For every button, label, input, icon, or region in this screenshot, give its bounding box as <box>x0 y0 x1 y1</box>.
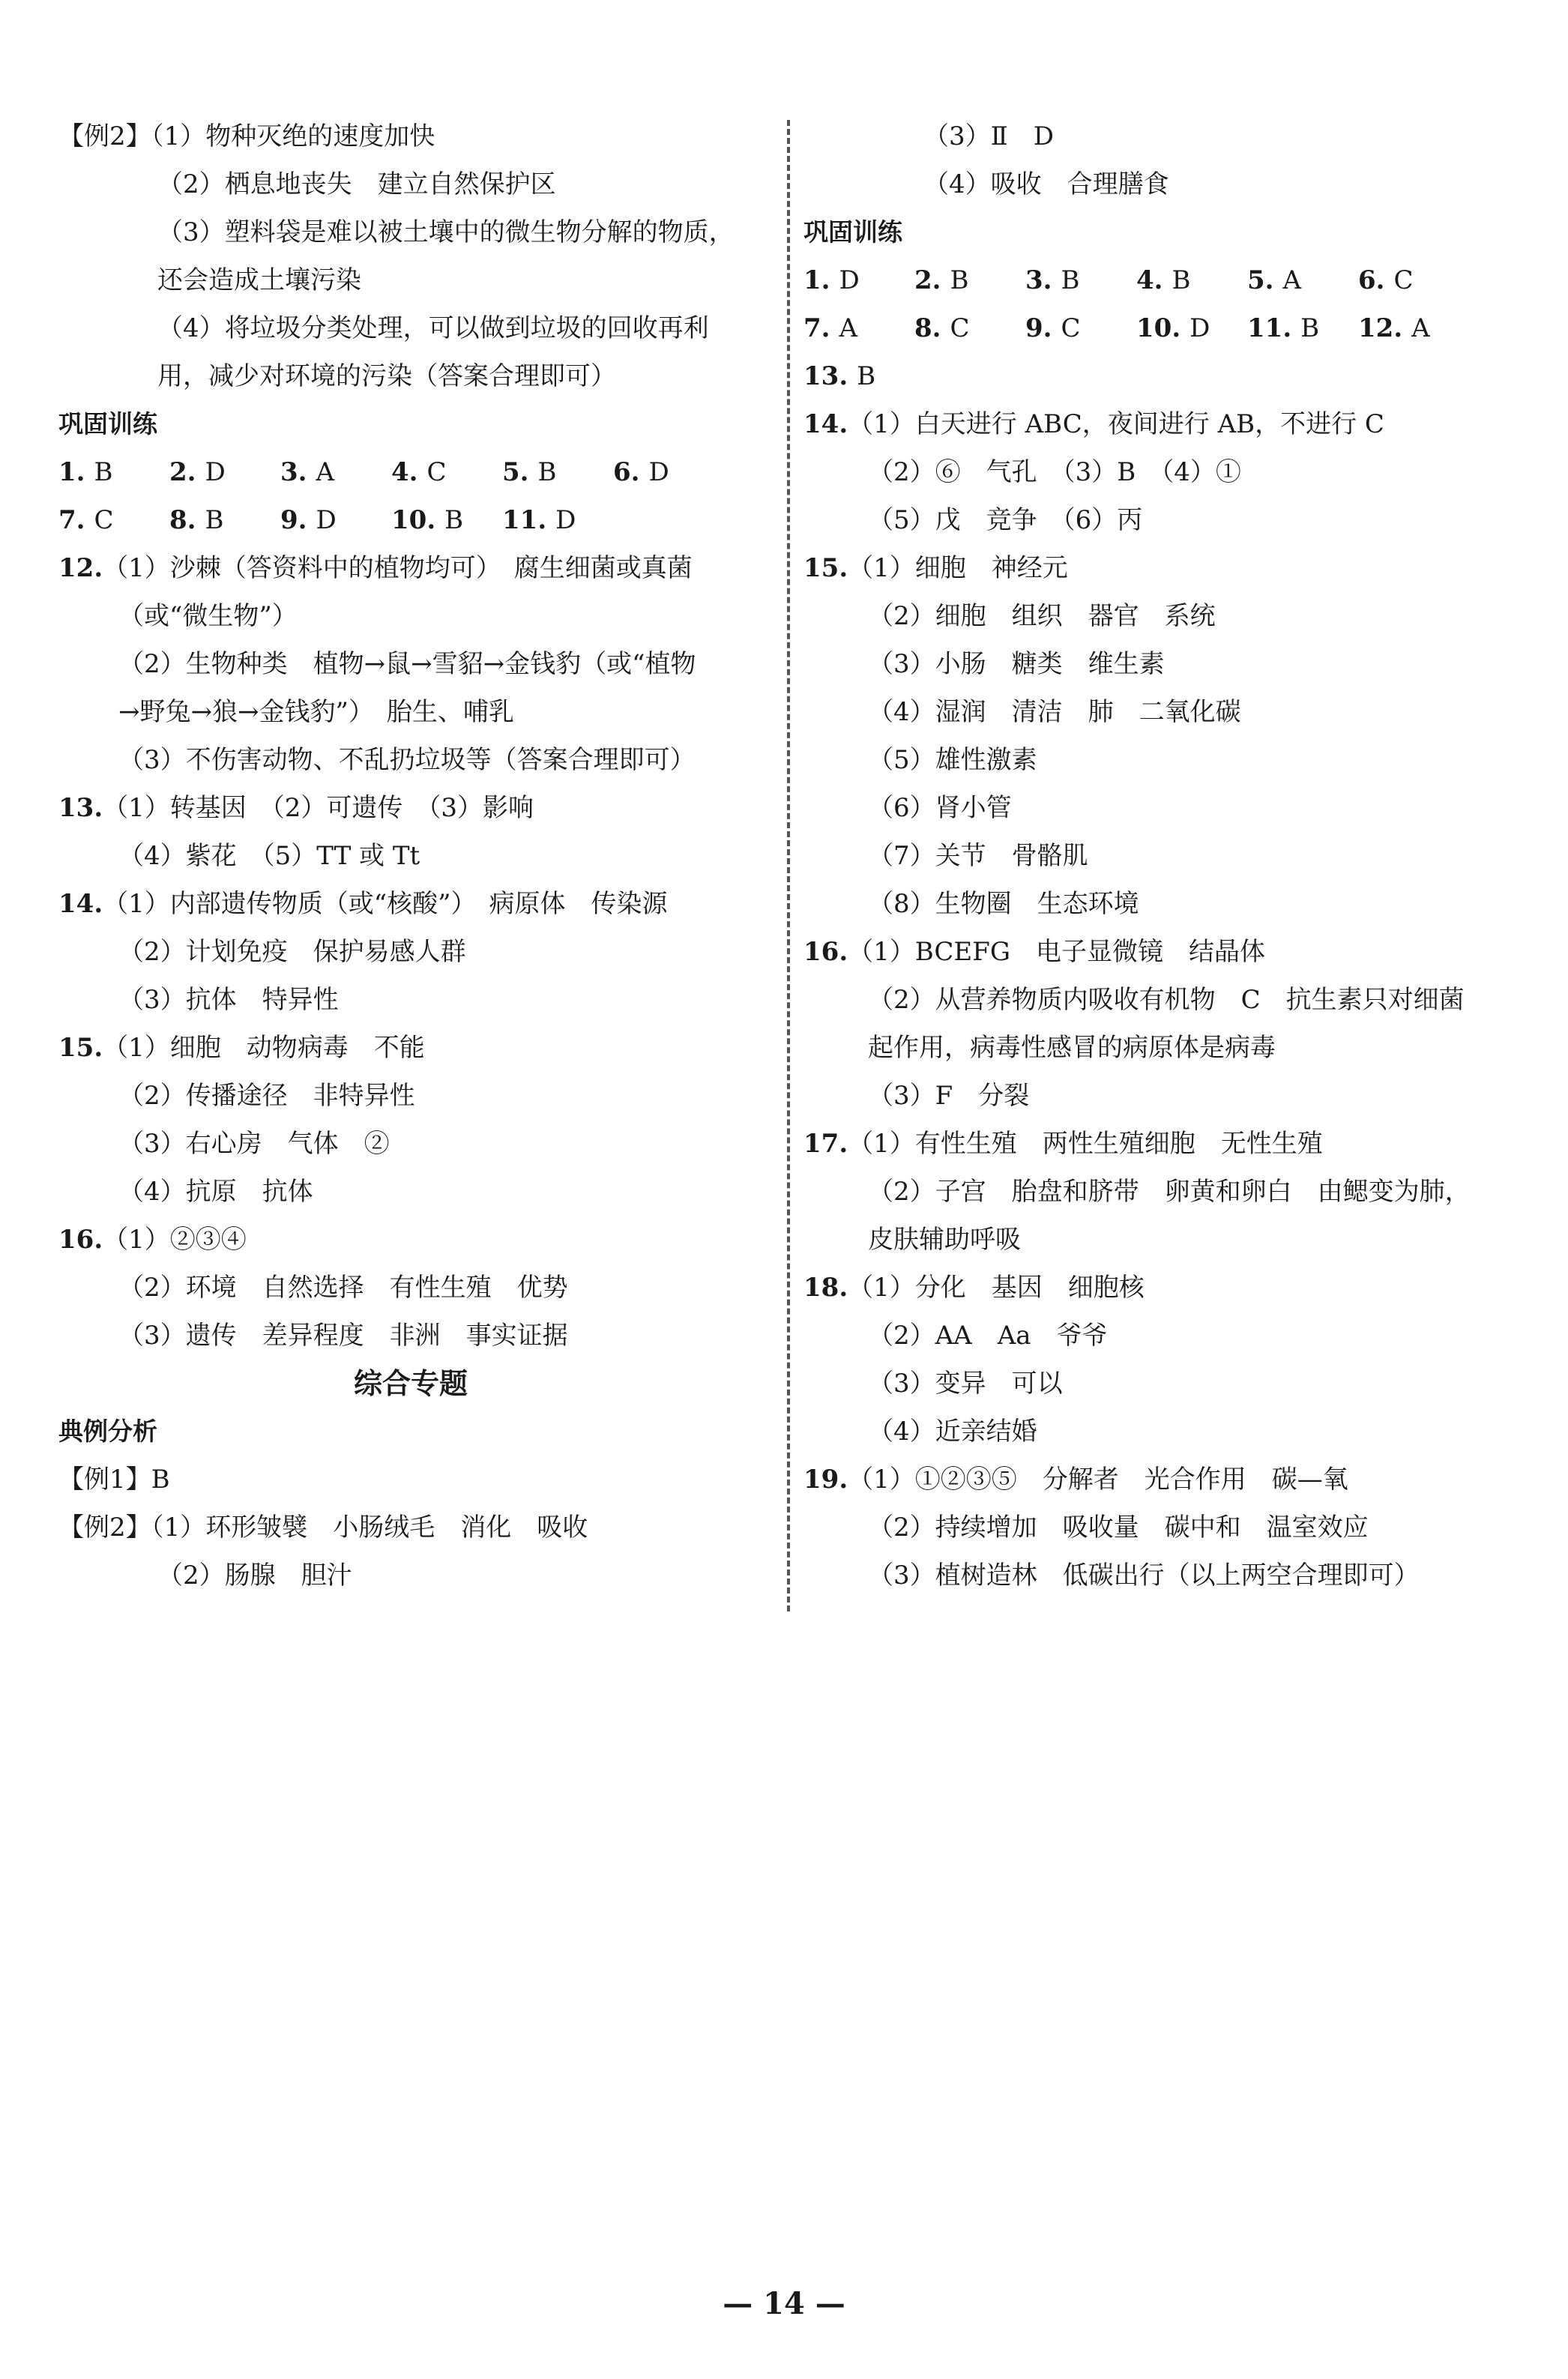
answer-line: →野兔→狼→金钱豹”） 胎生、哺乳 <box>118 697 514 727</box>
question-number: 17. <box>803 1129 848 1159</box>
answer-line: （2）环境 自然选择 有性生殖 优势 <box>118 1273 568 1303</box>
answer-line: （5）雄性激素 <box>868 745 1037 775</box>
answer-letter: B <box>857 361 876 391</box>
answer-letter: C <box>1061 313 1081 343</box>
question-number: 9. <box>280 505 307 535</box>
answer-letter: B <box>1172 265 1191 295</box>
answer-text: （1）BCEFG 电子显微镜 结晶体 <box>848 937 1265 967</box>
answer-line: （2）细胞 组织 器官 系统 <box>868 601 1216 631</box>
question-number: 13. <box>58 793 103 823</box>
answer-text: （1）②③④ <box>103 1225 247 1255</box>
answer-letter: C <box>1393 265 1414 295</box>
section-heading: 巩固训练 <box>58 409 157 438</box>
answer-letter: C <box>426 457 447 487</box>
question-number: 15. <box>58 1033 103 1063</box>
question-answer-line <box>803 1264 1508 1312</box>
answer-line: （3）抗体 特异性 <box>118 985 339 1015</box>
question-answer-line <box>58 1216 763 1264</box>
choice-answer-row <box>58 496 763 544</box>
answer-letter: D <box>648 457 669 487</box>
question-answer-line <box>58 880 763 928</box>
answer-letter: B <box>94 457 113 487</box>
question-number: 16. <box>58 1225 103 1255</box>
question-number: 18. <box>803 1273 848 1303</box>
choice-answer <box>1247 256 1358 304</box>
question-number: 3. <box>280 457 307 487</box>
question-number: 14. <box>58 889 103 919</box>
question-number: 1. <box>58 457 85 487</box>
question-answer-line <box>803 544 1508 592</box>
answer-letter: B <box>950 265 969 295</box>
question-number: 8. <box>169 505 196 535</box>
choice-answer <box>1358 304 1469 352</box>
answer-letter: B <box>1300 313 1320 343</box>
answer-line: 用，减少对环境的污染（答案合理即可） <box>157 361 616 391</box>
choice-answer <box>58 496 169 544</box>
answer-line: （3）右心房 气体 ② <box>118 1129 390 1159</box>
question-number: 10. <box>1136 313 1181 343</box>
section-heading: 典例分析 <box>58 1417 157 1446</box>
answer-letter: C <box>950 313 970 343</box>
answer-line: （4）湿润 清洁 肺 二氧化碳 <box>868 697 1241 727</box>
choice-answer <box>1025 256 1136 304</box>
answer-line: （2）AA Aa 爷爷 <box>868 1321 1108 1351</box>
choice-answer <box>502 496 613 544</box>
topic-title: 综合专题 <box>353 1367 468 1400</box>
question-number: 13. <box>803 361 848 391</box>
question-answer-line <box>803 928 1508 976</box>
answer-letter: A <box>1282 265 1302 295</box>
answer-letter: D <box>205 457 226 487</box>
choice-answer <box>1136 256 1247 304</box>
answer-letter: B <box>537 457 557 487</box>
choice-answer <box>169 496 280 544</box>
answer-line: （2）栖息地丧失 建立自然保护区 <box>157 169 556 199</box>
answer-line: （3）Ⅱ D <box>923 121 1055 151</box>
choice-answer-row <box>58 448 763 496</box>
question-number: 6. <box>613 457 640 487</box>
question-number: 2. <box>169 457 196 487</box>
answer-line: （3）遗传 差异程度 非洲 事实证据 <box>118 1321 568 1351</box>
answer-line: 【例2】（1）物种灭绝的速度加快 <box>58 121 435 151</box>
left-column <box>58 112 763 1599</box>
choice-answer <box>803 304 914 352</box>
page-number: — 14 — <box>723 2286 845 2321</box>
question-number: 8. <box>914 313 941 343</box>
answer-letter: D <box>555 505 576 535</box>
answer-text: （1）白天进行 ABC，夜间进行 AB，不进行 C <box>848 409 1384 439</box>
question-number: 12. <box>58 553 103 583</box>
question-number: 6. <box>1358 265 1385 295</box>
answer-letter: B <box>1061 265 1080 295</box>
question-number: 3. <box>1025 265 1052 295</box>
answer-line: （8）生物圈 生态环境 <box>868 889 1139 919</box>
choice-answer <box>914 304 1025 352</box>
choice-answer <box>391 496 502 544</box>
choice-answer <box>391 448 502 496</box>
question-number: 4. <box>1136 265 1163 295</box>
choice-answer <box>169 448 280 496</box>
question-number: 12. <box>1358 313 1403 343</box>
answer-letter: D <box>839 265 860 295</box>
answer-text: （1）细胞 动物病毒 不能 <box>103 1033 425 1063</box>
answer-line: （4）紫花 （5）TT 或 Tt <box>118 841 420 871</box>
choice-answer-row <box>803 352 1508 400</box>
answer-letter: A <box>316 457 335 487</box>
answer-line: （4）抗原 抗体 <box>118 1177 313 1207</box>
answer-line: （2）肠腺 胆汁 <box>157 1561 352 1590</box>
question-number: 16. <box>803 937 848 967</box>
right-column <box>803 112 1508 1599</box>
answer-line: （2）从营养物质内吸收有机物 C 抗生素只对细菌 <box>868 985 1465 1015</box>
answer-line: （3）小肠 糖类 维生素 <box>868 649 1165 679</box>
choice-answer <box>1358 256 1469 304</box>
question-number: 10. <box>391 505 436 535</box>
question-number: 4. <box>391 457 418 487</box>
choice-answer <box>1136 304 1247 352</box>
question-number: 5. <box>502 457 529 487</box>
answer-text: （1）细胞 神经元 <box>848 553 1068 583</box>
answer-line: （2）⑥ 气孔 （3）B （4）① <box>868 457 1241 487</box>
answer-text: （1）分化 基因 细胞核 <box>848 1273 1145 1303</box>
answer-line: （2）生物种类 植物→鼠→雪貂→金钱豹（或“植物 <box>118 649 696 679</box>
answer-line: （3）塑料袋是难以被土壤中的微生物分解的物质， <box>157 217 735 247</box>
answer-line: （4）近亲结婚 <box>868 1417 1037 1447</box>
question-answer-line <box>803 1456 1508 1504</box>
question-number: 7. <box>803 313 830 343</box>
answer-text: （1）内部遗传物质（或“核酸”） 病原体 传染源 <box>103 889 668 919</box>
answer-line: （6）肾小管 <box>868 793 1012 823</box>
question-number: 11. <box>502 505 547 535</box>
choice-answer <box>502 448 613 496</box>
question-answer-line <box>58 544 763 592</box>
choice-answer <box>280 496 391 544</box>
question-answer-line <box>803 400 1508 448</box>
answer-line: （5）戊 竞争 （6）丙 <box>868 505 1143 535</box>
answer-text: （1）沙棘（答资料中的植物均可） 腐生细菌或真菌 <box>103 553 693 583</box>
question-number: 7. <box>58 505 85 535</box>
question-number: 1. <box>803 265 830 295</box>
answer-line: （或“微生物”） <box>118 601 298 631</box>
answer-line: （2）传播途径 非特异性 <box>118 1081 415 1111</box>
column-divider <box>787 120 790 1611</box>
choice-answer <box>803 256 914 304</box>
answer-line: 【例2】（1）环形皱襞 小肠绒毛 消化 吸收 <box>58 1513 588 1543</box>
question-number: 5. <box>1247 265 1274 295</box>
question-number: 14. <box>803 409 848 439</box>
question-answer-line <box>803 1120 1508 1168</box>
answer-line: （3）不伤害动物、不乱扔垃圾等（答案合理即可） <box>118 745 696 775</box>
answer-letter: D <box>1189 313 1210 343</box>
answer-letter: B <box>444 505 464 535</box>
answer-text: （1）转基因 （2）可遗传 （3）影响 <box>103 793 534 823</box>
answer-line: 起作用，病毒性感冒的病原体是病毒 <box>868 1033 1276 1063</box>
answer-line: （3）植树造林 低碳出行（以上两空合理即可） <box>868 1561 1420 1590</box>
answer-line: （4）将垃圾分类处理，可以做到垃圾的回收再利 <box>157 313 709 343</box>
choice-answer <box>914 256 1025 304</box>
answer-text: （1）有性生殖 两性生殖细胞 无性生殖 <box>848 1129 1323 1159</box>
question-answer-line <box>58 1024 763 1072</box>
answer-line: （2）计划免疫 保护易感人群 <box>118 937 466 967</box>
choice-answer <box>613 448 724 496</box>
answer-line: （3）F 分裂 <box>868 1081 1030 1111</box>
question-number: 19. <box>803 1465 848 1495</box>
answer-line: 还会造成土壤污染 <box>157 265 361 295</box>
answer-line: （4）吸收 合理膳食 <box>923 169 1169 199</box>
answer-line: （7）关节 骨骼肌 <box>868 841 1088 871</box>
answer-line: （2）子宫 胎盘和脐带 卵黄和卵白 由鳃变为肺， <box>868 1177 1471 1207</box>
answer-line: （3）变异 可以 <box>868 1369 1063 1399</box>
question-answer-line <box>58 784 763 832</box>
section-heading: 巩固训练 <box>803 217 902 247</box>
answer-letter: C <box>94 505 114 535</box>
choice-answer <box>58 448 169 496</box>
answer-text: （1）①②③⑤ 分解者 光合作用 碳—氧 <box>848 1465 1348 1495</box>
answer-line: （2）持续增加 吸收量 碳中和 温室效应 <box>868 1513 1369 1543</box>
question-number: 15. <box>803 553 848 583</box>
answer-letter: A <box>839 313 858 343</box>
choice-answer <box>1025 304 1136 352</box>
choice-answer <box>1247 304 1358 352</box>
choice-answer-row <box>803 304 1508 352</box>
choice-answer-row <box>803 256 1508 304</box>
answer-letter: D <box>316 505 337 535</box>
answer-line: 【例1】B <box>58 1465 170 1495</box>
question-number: 2. <box>914 265 941 295</box>
question-number: 9. <box>1025 313 1052 343</box>
answer-letter: B <box>205 505 224 535</box>
choice-answer <box>803 352 914 400</box>
question-number: 11. <box>1247 313 1292 343</box>
choice-answer <box>280 448 391 496</box>
answer-letter: A <box>1411 313 1430 343</box>
answer-line: 皮肤辅助呼吸 <box>868 1225 1021 1255</box>
